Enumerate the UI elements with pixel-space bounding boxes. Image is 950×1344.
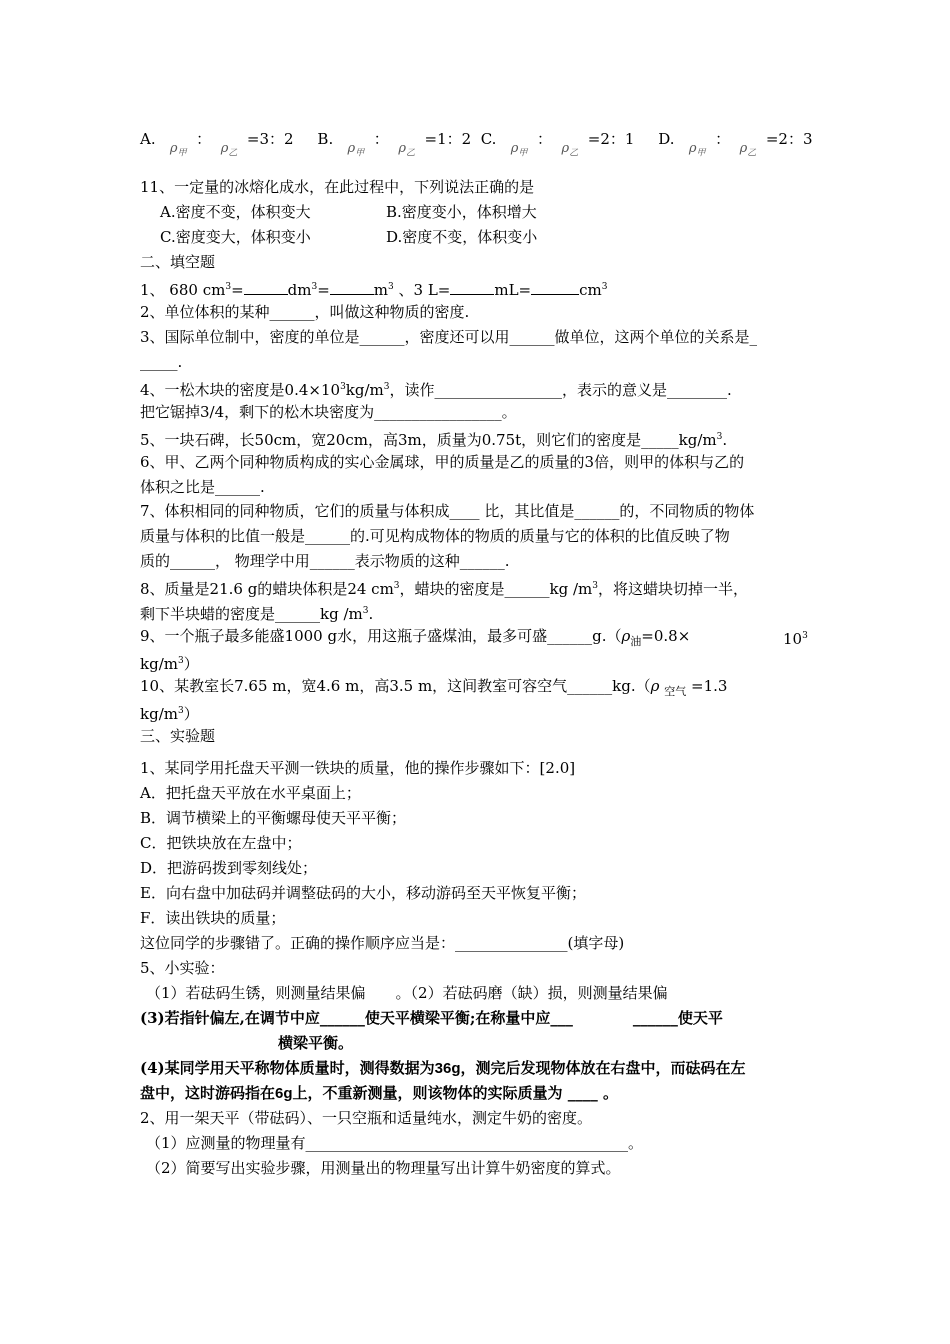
fill-q8-text: . [368, 605, 374, 623]
exp1-step-d: D．把游码拨到零刻线处； [140, 859, 318, 877]
option-a-ratio: =3：2 [246, 130, 294, 148]
fill-q8-text: 剩下半块蜡的密度是______kg /m [140, 605, 363, 623]
fill-q5-text: . [722, 431, 728, 449]
option-c-ratio: =2：1 [587, 130, 635, 148]
fill-q3-line1: 3、国际单位制中，密度的单位是______，密度还可以用______做单位，这两个单位的关系是_ [140, 328, 758, 346]
q11-option-b: B.密度变小，体积增大 [386, 203, 537, 221]
option-d-label: D. [658, 130, 675, 148]
fill-q1-text: dm [287, 281, 312, 299]
fill-q6-line2: 体积之比是______. [140, 478, 265, 496]
fill-q1-text: 、3 L= [393, 281, 451, 299]
sub: 空气 [664, 685, 687, 698]
option-c-label: C. [480, 130, 497, 148]
q11-option-a: A.密度不变，体积变大 [160, 203, 311, 221]
fill-q5 [140, 426, 820, 451]
exp5-part3-line2: 横梁平衡。 [278, 1034, 354, 1052]
fill-q1-text: cm [579, 281, 602, 299]
option-b-label: B. [317, 130, 334, 148]
section-title-fill: 二、填空题 [140, 253, 216, 271]
colon: ： [715, 130, 731, 148]
fill-q1-text: = [317, 281, 330, 299]
option-a-label: A. [140, 130, 156, 148]
q11-options-row1 [160, 201, 840, 223]
exp5-text: 上，不重新测量，则该物体的实际质量为 ____ 。 [292, 1084, 618, 1102]
exp5-text: ，测完后发现物体放在右盘中，而砝码在左 [460, 1059, 746, 1077]
q11-question: 11、一定量的冰熔化成水，在此过程中，下列说法正确的是 [140, 178, 535, 196]
exp1-step-e: E．向右盘中加砝码并调整砝码的大小，移动游码至天平恢复平衡； [140, 884, 586, 902]
exp2-part1: （1）应测量的物理量有___________________________________________。 [146, 1134, 644, 1152]
exp1-answer: 这位同学的步骤错了。正确的操作顺序应当是：_______________(填字母) [140, 934, 625, 952]
fill-q9-text: ） [183, 655, 199, 673]
fill-q7-line3: 质的______， 物理学中用______表示物质的这种______. [140, 552, 510, 570]
colon: ： [536, 130, 552, 148]
fill-q4-text: ，读作_________________，表示的意义是________. [389, 381, 732, 399]
exp5-title: 5、小实验： [140, 959, 225, 977]
fill-q9-line2 [140, 650, 820, 675]
exp5-text: (4)某同学用天平称物体质量时，测得数据为 [140, 1059, 435, 1077]
fill-q1-text: m [373, 281, 389, 299]
rho-symbol: ρ [621, 627, 631, 645]
fill-q10-text: 10、某教室长7.65 m，宽4.6 m，高3.5 m，这间教室可容空气______kg.（ [140, 677, 651, 695]
fill-q8-text: ，将这蜡块切掉一半， [598, 580, 749, 598]
fill-q8-text: ，蜡块的密度是______kg /m [399, 580, 593, 598]
exp5-value: 36g [434, 1060, 461, 1077]
fill-q9-text: 9、一个瓶子最多能盛1000 g水，用这瓶子盛煤油，最多可盛______g.（ [140, 627, 622, 645]
rho-symbol: ρ [650, 677, 660, 695]
fill-q10-line1 [140, 675, 820, 703]
option-b-ratio: =1：2 [424, 130, 472, 148]
fill-q1-text: = [231, 281, 244, 299]
sup: 3 [362, 606, 369, 616]
rho-jia: $\rho_甲$ [688, 141, 706, 159]
colon: ： [196, 130, 212, 148]
fill-q4-line2: 把它锯掉3/4，剩下的松木块密度为_________________。 [140, 403, 517, 421]
exp1-step-a: A．把托盘天平放在水平桌面上； [140, 784, 361, 802]
sup: 3 [601, 282, 608, 292]
fill-q8-line1 [140, 575, 820, 600]
sup: 3 [383, 382, 390, 392]
fill-q10-text: ） [183, 705, 199, 723]
exp2-part2: （2）简要写出实验步骤，用测量出的物理量写出计算牛奶密度的算式。 [146, 1159, 621, 1177]
fill-q8-line2 [140, 600, 820, 625]
fill-q10-text: kg/m [140, 705, 178, 723]
fill-q1 [140, 276, 820, 301]
exp2-title: 2、用一架天平（带砝码）、一只空瓶和适量纯水，测定牛奶的密度。 [140, 1109, 593, 1127]
exp1-step-c: C．把铁块放在左盘中； [140, 834, 302, 852]
fill-q9-text: kg/m [140, 655, 178, 673]
fill-q1-text: 1、 680 cm [140, 281, 226, 299]
blank [531, 280, 579, 295]
rho-yi: $\rho_乙$ [739, 141, 757, 159]
fill-q4-text: kg/m [345, 381, 384, 399]
exp1-title: 1、某同学用托盘天平测一铁块的质量，他的操作步骤如下：[2.0] [140, 759, 576, 777]
fill-q1-text: mL= [494, 281, 532, 299]
colon: ： [373, 130, 389, 148]
fill-q9-text: =0.8× [641, 627, 691, 645]
fill-q8-text: 8、质量是21.6 g的蜡块体积是24 cm [140, 580, 394, 598]
fill-q3-line2: _____. [140, 353, 183, 371]
rho-yi: $\rho_乙$ [398, 141, 415, 159]
rho-jia: $\rho_甲$ [169, 141, 187, 159]
sub: 油 [630, 635, 642, 648]
exp1-step-b: B．调节横梁上的平衡螺母使天平平衡； [140, 809, 407, 827]
exp1-step-f: F．读出铁块的质量； [140, 909, 286, 927]
fill-q10-text: =1.3 [691, 677, 728, 695]
fill-q4-text: 4、一松木块的密度是0.4×10 [140, 381, 341, 399]
rho-jia: $\rho_甲$ [347, 141, 365, 159]
sup: 3 [592, 581, 599, 591]
blank [330, 280, 374, 295]
sup: 3 [340, 382, 346, 392]
q11-options-row2 [160, 226, 840, 248]
exp5-value: 6g [275, 1085, 293, 1102]
rho-jia: $\rho_甲$ [510, 141, 528, 159]
sup: 3 [225, 282, 232, 292]
sup: 3 [716, 432, 723, 442]
fill-q9-line1 [140, 625, 820, 653]
fill-q9-exp: $10^3$ [783, 630, 808, 648]
exp5-part3-line1: (3)若指针偏左,在调节中应______使天平横梁平衡;在称量中应___ ______使天平 [140, 1009, 723, 1027]
q11-option-c: C.密度变大，体积变小 [160, 228, 311, 246]
sup: 3 [177, 656, 184, 666]
q11-option-d: D.密度不变，体积变小 [386, 228, 538, 246]
blank [450, 280, 494, 295]
fill-q2: 2、单位体积的某种______，叫做这种物质的密度. [140, 303, 470, 321]
fill-q4-line1 [140, 376, 820, 401]
sup: 3 [177, 706, 184, 716]
option-d-ratio: =2：3 [765, 130, 813, 148]
exp5-part4-line1 [140, 1057, 820, 1080]
fill-q7-line1: 7、体积相同的同种物质，它们的质量与体积成____ 比，其比值是______的，不同物质的物体 [140, 502, 755, 520]
sup: 3 [388, 282, 394, 292]
rho-yi: $\rho_乙$ [561, 141, 579, 159]
sup: 3 [393, 581, 400, 591]
rho-yi: $\rho_乙$ [220, 141, 238, 159]
exp5-text: 盘中，这时游码指在 [140, 1084, 276, 1102]
exp5-part4-line2 [140, 1082, 820, 1105]
exp5-part1: （1）若砝码生锈，则测量结果偏 。（2）若砝码磨（缺）损，则测量结果偏 [146, 984, 668, 1002]
sup: 3 [311, 282, 318, 292]
fill-q10-line2 [140, 700, 820, 725]
blank [244, 280, 288, 295]
fill-q7-line2: 质量与体积的比值一般是______的.可见构成物体的物质的质量与它的体积的比值反映了物 [140, 527, 730, 545]
q10-options [140, 128, 820, 157]
fill-q5-text: 5、一块石碑，长50cm，宽20cm，高3m，质量为0.75t，则它们的密度是_____kg/m [140, 431, 717, 449]
section-title-experiment: 三、实验题 [140, 727, 216, 745]
fill-q6-line1: 6、甲、乙两个同种物质构成的实心金属球，甲的质量是乙的质量的3倍，则甲的体积与乙的 [140, 453, 745, 471]
